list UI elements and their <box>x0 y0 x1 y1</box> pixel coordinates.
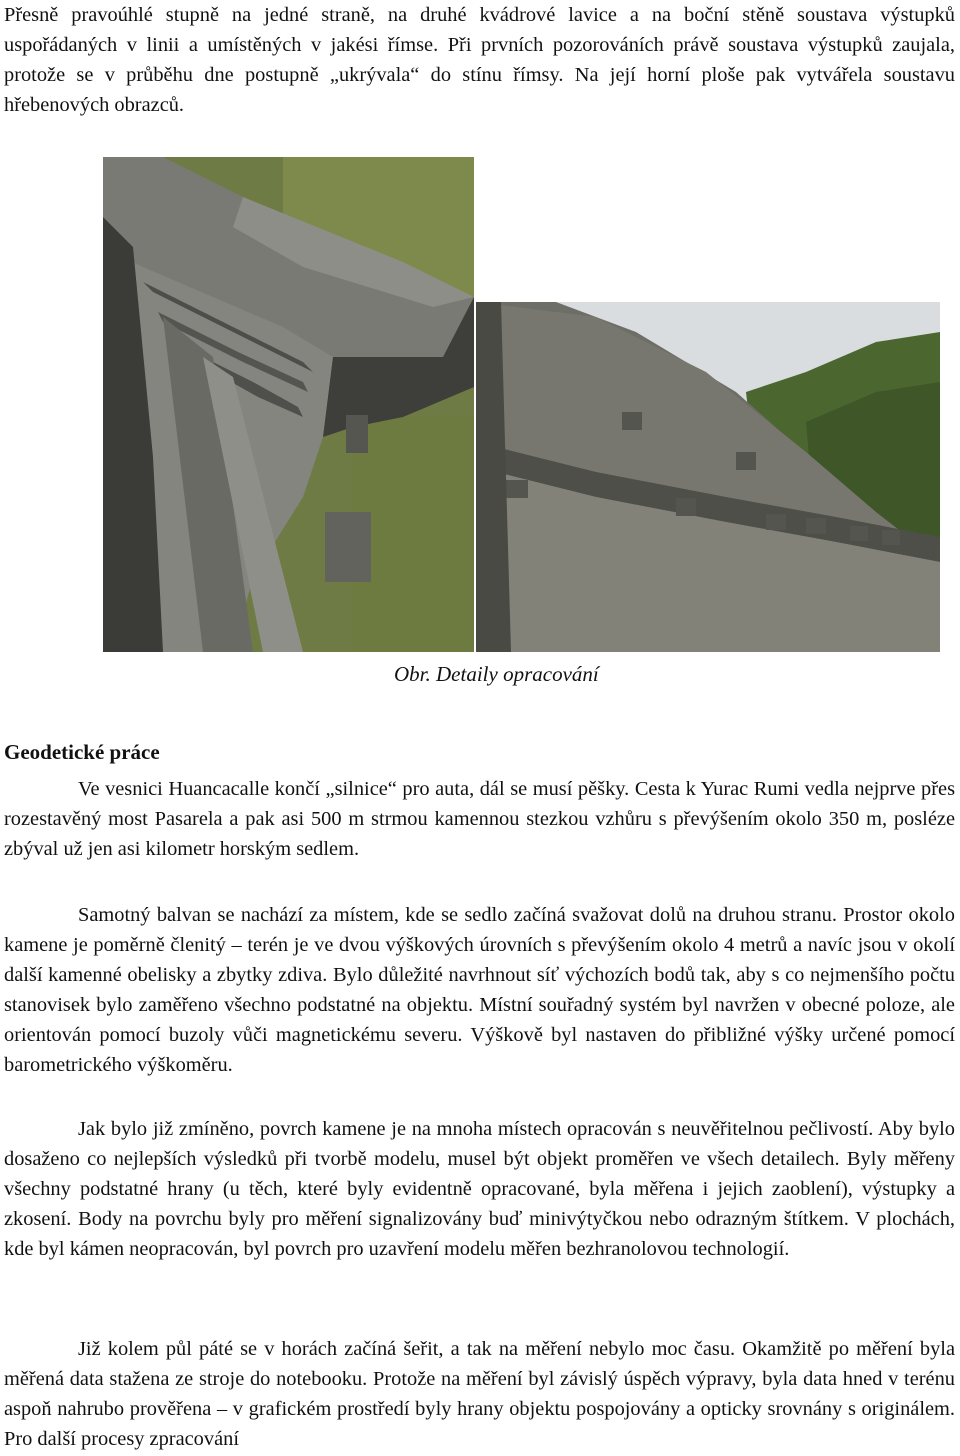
section-heading: Geodetické práce <box>4 740 160 764</box>
paragraph: Jak bylo již zmíněno, povrch kamene je na mnoha místech opracován s neuvěřitelnou pečlivostí. Aby bylo dosaženo co nejlepších výsledků při tvorbě modelu, musel být objekt proměřen ve všech detailech. Byly měřeny všechny podstatné hrany (u těch, které byly evidentně opracované, byla měřena i jejich zaoblení), výstupky a zkosení. Body na povrchu byly pro měření signalizovány buď minivýtyčkou nebo odrazným štítkem. V plochách, kde byl kámen neopracován, byl povrch pro uzavření modelu měřen bezhranolovou technologií. <box>4 1118 955 1260</box>
paragraph: Ve vesnici Huancacalle končí „silnice“ pro auta, dál se musí pěšky. Cesta k Yurac Rumi vedla nejprve přes rozestavěný most Pasarela a pak asi 500 m strmou kamennou stezkou vzhůru s převýšením okolo 350 m, posléze zbýval už jen asi kilometr horským sedlem. <box>4 778 955 860</box>
intro-paragraph: Přesně pravoúhlé stupně na jedné straně, na druhé kvádrové lavice a na boční stěně soustava výstupků uspořádaných v linii a umístěných v jakési římse. Při prvních pozorováních právě soustava výstupků zaujala, protože se v průběhu dne postupně „ukrývala“ do stínu římsy. Na její horní ploše pak vytvářela soustavu hřebenových obrazců. <box>4 4 955 116</box>
paragraph: Samotný balvan se nachází za místem, kde se sedlo začíná svažovat dolů na druhou stranu. Prostor okolo kamene je poměrně členitý – terén je ve dvou výškových úrovních s převýšením okolo 4 metrů a navíc jsou v okolí další kamenné obelisky a zbytky zdiva. Bylo důležité navrhnout síť výchozích bodů tak, aby s co nejmenšího počtu stanovisek bylo zaměřeno všechno podstatné na objektu. Místní souřadný systém byl navržen v obecné poloze, ale orientován pomocí buzoly vůči magnetickému severu. Výškově byl nastaven do přibližné výšky určené pomocí barometrického výškoměru. <box>4 904 955 1076</box>
photo-carved-steps <box>103 157 474 652</box>
figure-caption: Obr. Detaily opracování <box>394 662 599 686</box>
photo-rock-protrusions <box>476 302 940 652</box>
paragraph: Již kolem půl páté se v horách začíná šeřit, a tak na měření nebylo moc času. Okamžitě po měření byla měřená data stažena ze stroje do notebooku. Protože na měření byl závislý úspěch výpravy, byla data hned v terénu aspoň nahrubo prověřena – v grafickém prostředí byly hrany objektu pospojovány a opticky srovnány s originálem. Pro další procesy zpracování <box>4 1338 955 1450</box>
